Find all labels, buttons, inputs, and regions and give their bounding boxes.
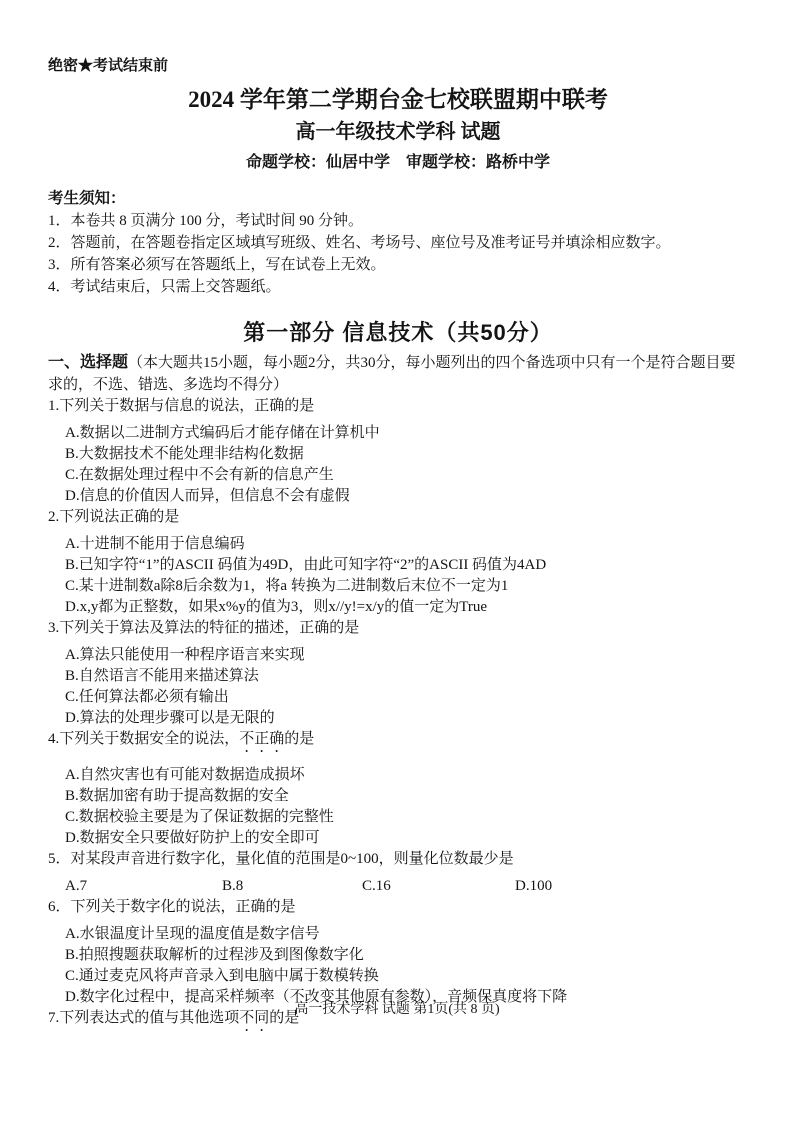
question-3-options [48, 645, 748, 729]
option-a: A.水银温度计呈现的温度值是数字信号 [65, 926, 320, 942]
stem-text: 6．下列关于数字化的说法，正确的是 [48, 899, 296, 915]
option-c: C.数据校验主要是为了保证数据的完整性 [65, 809, 334, 825]
option-c: C.通过麦克风将声音录入到电脑中属于数模转换 [65, 968, 379, 984]
option-a: A.自然灾害也有可能对数据造成损坏 [65, 767, 305, 783]
stem-text: 7.下列表达式的值与其他选项 [48, 1010, 240, 1026]
option-c: C.16 [362, 878, 391, 894]
exam-subtitle: 高一年级技术学科 试题 [295, 121, 501, 143]
question-5-options [48, 876, 748, 897]
option-a: A.十进制不能用于信息编码 [65, 536, 245, 552]
part1-title: 第一部分 信息技术（共50分） [243, 320, 553, 345]
notice-item: 4．考试结束后，只需上交答题纸。 [48, 279, 281, 295]
question-4-stem [48, 729, 748, 756]
question-4 [48, 729, 748, 849]
stem-emphasized-text: 不同 [239, 1010, 270, 1026]
page-footer: 高一技术学科 试题 第1页(共 8 页) [294, 1002, 500, 1017]
section-intro [48, 352, 748, 396]
stem-text: 5．对某段声音进行数字化，量化值的范围是0~100，则量化位数最少是 [48, 851, 514, 867]
question-2 [48, 507, 748, 618]
stem-text: 3.下列关于算法及算法的特征的描述，正确的是 [48, 620, 360, 636]
question-3-stem [48, 618, 748, 645]
stem-text: 4.下列关于数据安全的说法， [48, 731, 240, 747]
notice-item: 2．答题前，在答题卷指定区域填写班级、姓名、考场号、座位号及准考证号并填涂相应数字。 [48, 235, 671, 251]
question-4-options [48, 765, 748, 849]
stem-text: 2.下列说法正确的是 [48, 509, 180, 525]
option-a: A.数据以二进制方式编码后才能存储在计算机中 [65, 425, 380, 441]
question-2-stem [48, 507, 748, 534]
secret-classification-label: 绝密★考试结束前 [48, 58, 169, 74]
candidate-notice [48, 188, 748, 298]
option-a: A.算法只能使用一种程序语言来实现 [65, 647, 305, 663]
question-5-stem [48, 849, 748, 876]
exam-title: 2024 学年第二学期台金七校联盟期中联考 [188, 87, 608, 112]
option-b: B.8 [222, 878, 244, 894]
option-c: C.在数据处理过程中不会有新的信息产生 [65, 467, 334, 483]
question-6 [48, 897, 748, 1008]
question-6-stem [48, 897, 748, 924]
option-d: D.x,y都为正整数，如果x%y的值为3，则x//y!=x/y的值一定为True [65, 599, 488, 615]
option-b: B.数据加密有助于提高数据的安全 [65, 788, 289, 804]
option-c: C.某十进制数a除8后余数为1，将a 转换为二进制数后末位不一定为1 [65, 578, 509, 594]
question-1 [48, 396, 748, 507]
option-b: B.自然语言不能用来描述算法 [65, 668, 259, 684]
option-d: D.100 [515, 878, 553, 894]
section-note: （本大题共15小题，每小题2分，共30分，每小题列出的四个备选项中只有一个是符合题目要求的，不选、错选、多选均不得分） [48, 355, 736, 393]
option-d: D.数字化过程中，提高采样频率（不改变其他原有参数），音频保真度将下降 [65, 989, 568, 1005]
stem-text-after: 的是 [284, 731, 315, 747]
question-5 [48, 849, 748, 897]
question-2-options [48, 534, 748, 618]
option-c: C.任何算法都必须有输出 [65, 689, 229, 705]
section-heading: 一、选择题 [48, 354, 129, 371]
option-d: D.算法的处理步骤可以是无限的 [65, 710, 275, 726]
notice-heading: 考生须知： [48, 190, 126, 207]
option-a: A.7 [65, 878, 88, 894]
option-b: B.已知字符“1”的ASCII 码值为49D，由此可知字符“2”的ASCII 码值为4AD [65, 557, 547, 573]
question-1-stem [48, 396, 748, 423]
question-1-options [48, 423, 748, 507]
stem-text-after: 的是 [269, 1010, 300, 1026]
notice-item: 3．所有答案必须写在答题纸上，写在试卷上无效。 [48, 257, 386, 273]
exam-schools-line: 命题学校：仙居中学 审题学校：路桥中学 [245, 154, 550, 171]
question-3 [48, 618, 748, 729]
option-b: B.大数据技术不能处理非结构化数据 [65, 446, 304, 462]
question-6-options [48, 924, 748, 1008]
stem-text: 1.下列关于数据与信息的说法，正确的是 [48, 398, 315, 414]
stem-emphasized-text: 不正确 [239, 731, 285, 747]
option-d: D.数据安全只要做好防护上的安全即可 [65, 830, 320, 846]
notice-item: 1．本卷共 8 页满分 100 分，考试时间 90 分钟。 [48, 213, 364, 229]
option-b: B.拍照搜题获取解析的过程涉及到图像数字化 [65, 947, 364, 963]
option-d: D.信息的价值因人而异，但信息不会有虚假 [65, 488, 350, 504]
